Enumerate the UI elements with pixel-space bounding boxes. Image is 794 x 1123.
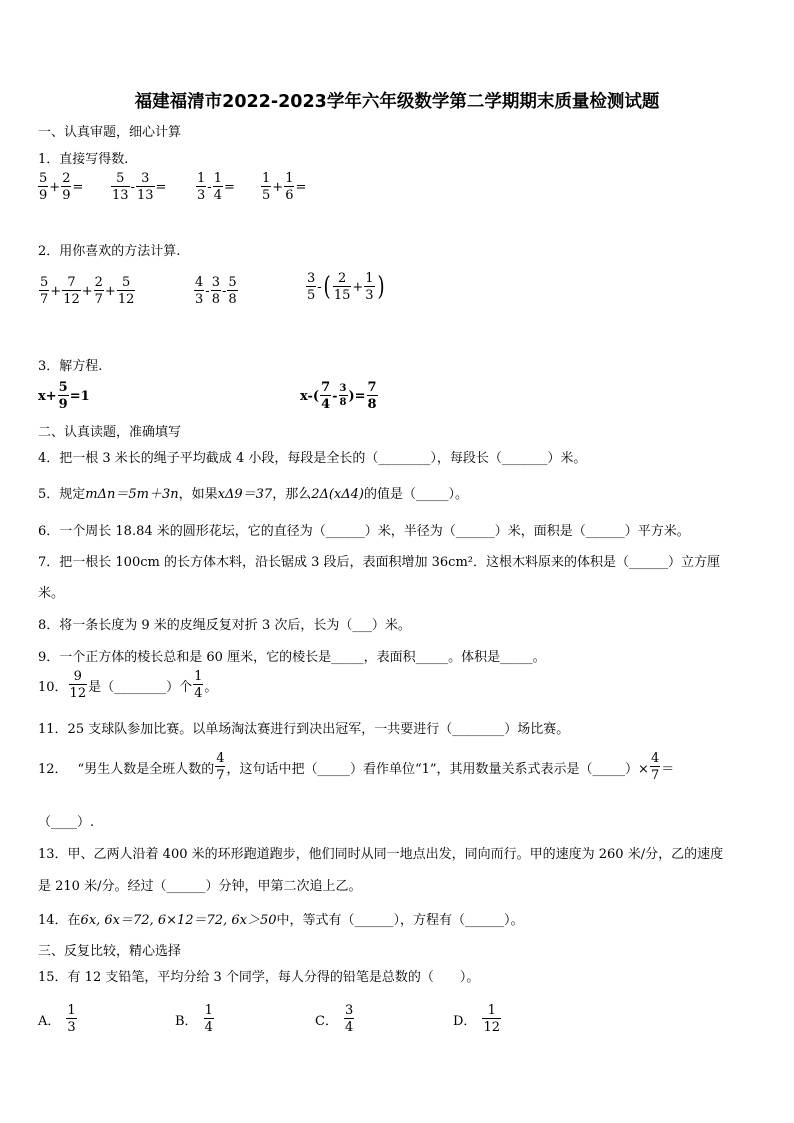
q3-equation-2: x-( $\frac{7}{4}$ - $\frac{3}{8}$ )= $\frac{7}{8}$ [300,380,377,412]
question-12-line-2: （____）. [38,815,95,830]
question-13-line-2: 是 210 米/分。经过（______）分钟，甲第二次追上乙。 [38,879,362,894]
q2-expression-2: $\frac{4}{3}$ - $\frac{3}{8}$ - $\frac{5}{8}$ [195,275,237,307]
question-15-option-d: D． $\frac{1}{12}$ [453,1003,500,1035]
question-5: 5．规定mΔn＝5m＋3n，如果xΔ9＝37，那么2Δ(xΔ4)的值是（_____）。 [38,487,469,502]
question-11: 11．25 支球队参加比赛。以单场淘汰赛进行到决出冠军，一共要进行（________）场比赛。 [38,722,570,737]
question-6: 6．一个周长 18.84 米的圆形花坛，它的直径为（______）米，半径为（______）米，面积是（______）平方米。 [38,524,690,539]
question-8: 8．将一条长度为 9 米的皮绳反复对折 3 次后，长为（___）米。 [38,618,411,633]
question-10: 10． $\frac{9}{12}$ 是（________）个 $\frac{1}{4}$ 。 [38,669,218,701]
question-9: 9．一个正方体的棱长总和是 60 厘米，它的棱长是_____，表面积_____。体积是_____。 [38,650,546,665]
q2-expression-3: $\frac{3}{5}$ - ( $\frac{2}{15}$ + $\frac{1}{3}$ ) [307,271,385,303]
q3-equation-1: x+ $\frac{5}{9}$ =1 [38,380,90,412]
page-title: 福建福清市2022-2023学年六年级数学第二学期期末质量检测试题 [134,92,660,112]
q1-expression-1: $\frac{5}{9}$ + $\frac{2}{9}$ = [39,171,84,203]
q1-expression-4: $\frac{1}{5}$ + $\frac{1}{6}$ = [262,171,307,203]
question-15-option-b: B． $\frac{1}{4}$ [175,1003,213,1035]
section-1-heading: 一、认真审题，细心计算 [38,125,182,140]
question-13-line-1: 13．甲、乙两人沿着 400 米的环形跑道跑步，他们同时从同一地点出发，同向而行。甲的速度为 260 米/分，乙的速度 [38,847,724,862]
question-12: 12． “男生人数是全班人数的 $\frac{4}{7}$ ，这句话中把（_____）看作单位“1”，其用数量关系式表示是（_____）× $\frac{4}{7}$ ＝ [38,751,675,783]
question-15-stem: 15．有 12 支铅笔，平均分给 3 个同学，每人分得的铅笔是总数的（ ）。 [38,970,480,985]
section-3-heading: 三、反复比较，精心选择 [38,944,182,959]
q1-expression-3: $\frac{1}{3}$ - $\frac{1}{4}$ = [197,171,235,203]
question-14: 14．在6x, 6x＝72, 6×12＝72, 6x＞50中，等式有（______），方程有（______）。 [38,913,524,928]
q2-expression-1: $\frac{5}{7}$ + $\frac{7}{12}$ + $\frac{2}{7}$ + $\frac{5}{12}$ [40,275,135,307]
question-3-label: 3．解方程. [38,359,103,374]
question-15-option-a: A． $\frac{1}{3}$ [38,1003,76,1035]
question-15-option-c: C． $\frac{3}{4}$ [315,1003,354,1035]
question-2-label: 2．用你喜欢的方法计算. [38,244,181,259]
section-2-heading: 二、认真读题，准确填写 [38,425,182,440]
question-7-line-1: 7．把一根长 100cm 的长方体木料，沿长锯成 3 段后，表面积增加 36cm²．这根木料原来的体积是（______）立方厘 [38,555,720,570]
question-4: 4．把一根 3 米长的绳子平均截成 4 小段，每段是全长的（________），每段长（_______）米。 [38,451,587,466]
q1-expression-2: $\frac{5}{13}$ - $\frac{3}{13}$ = [112,171,167,203]
question-1-label: 1．直接写得数. [38,152,129,167]
question-7-line-2: 米。 [38,586,65,601]
